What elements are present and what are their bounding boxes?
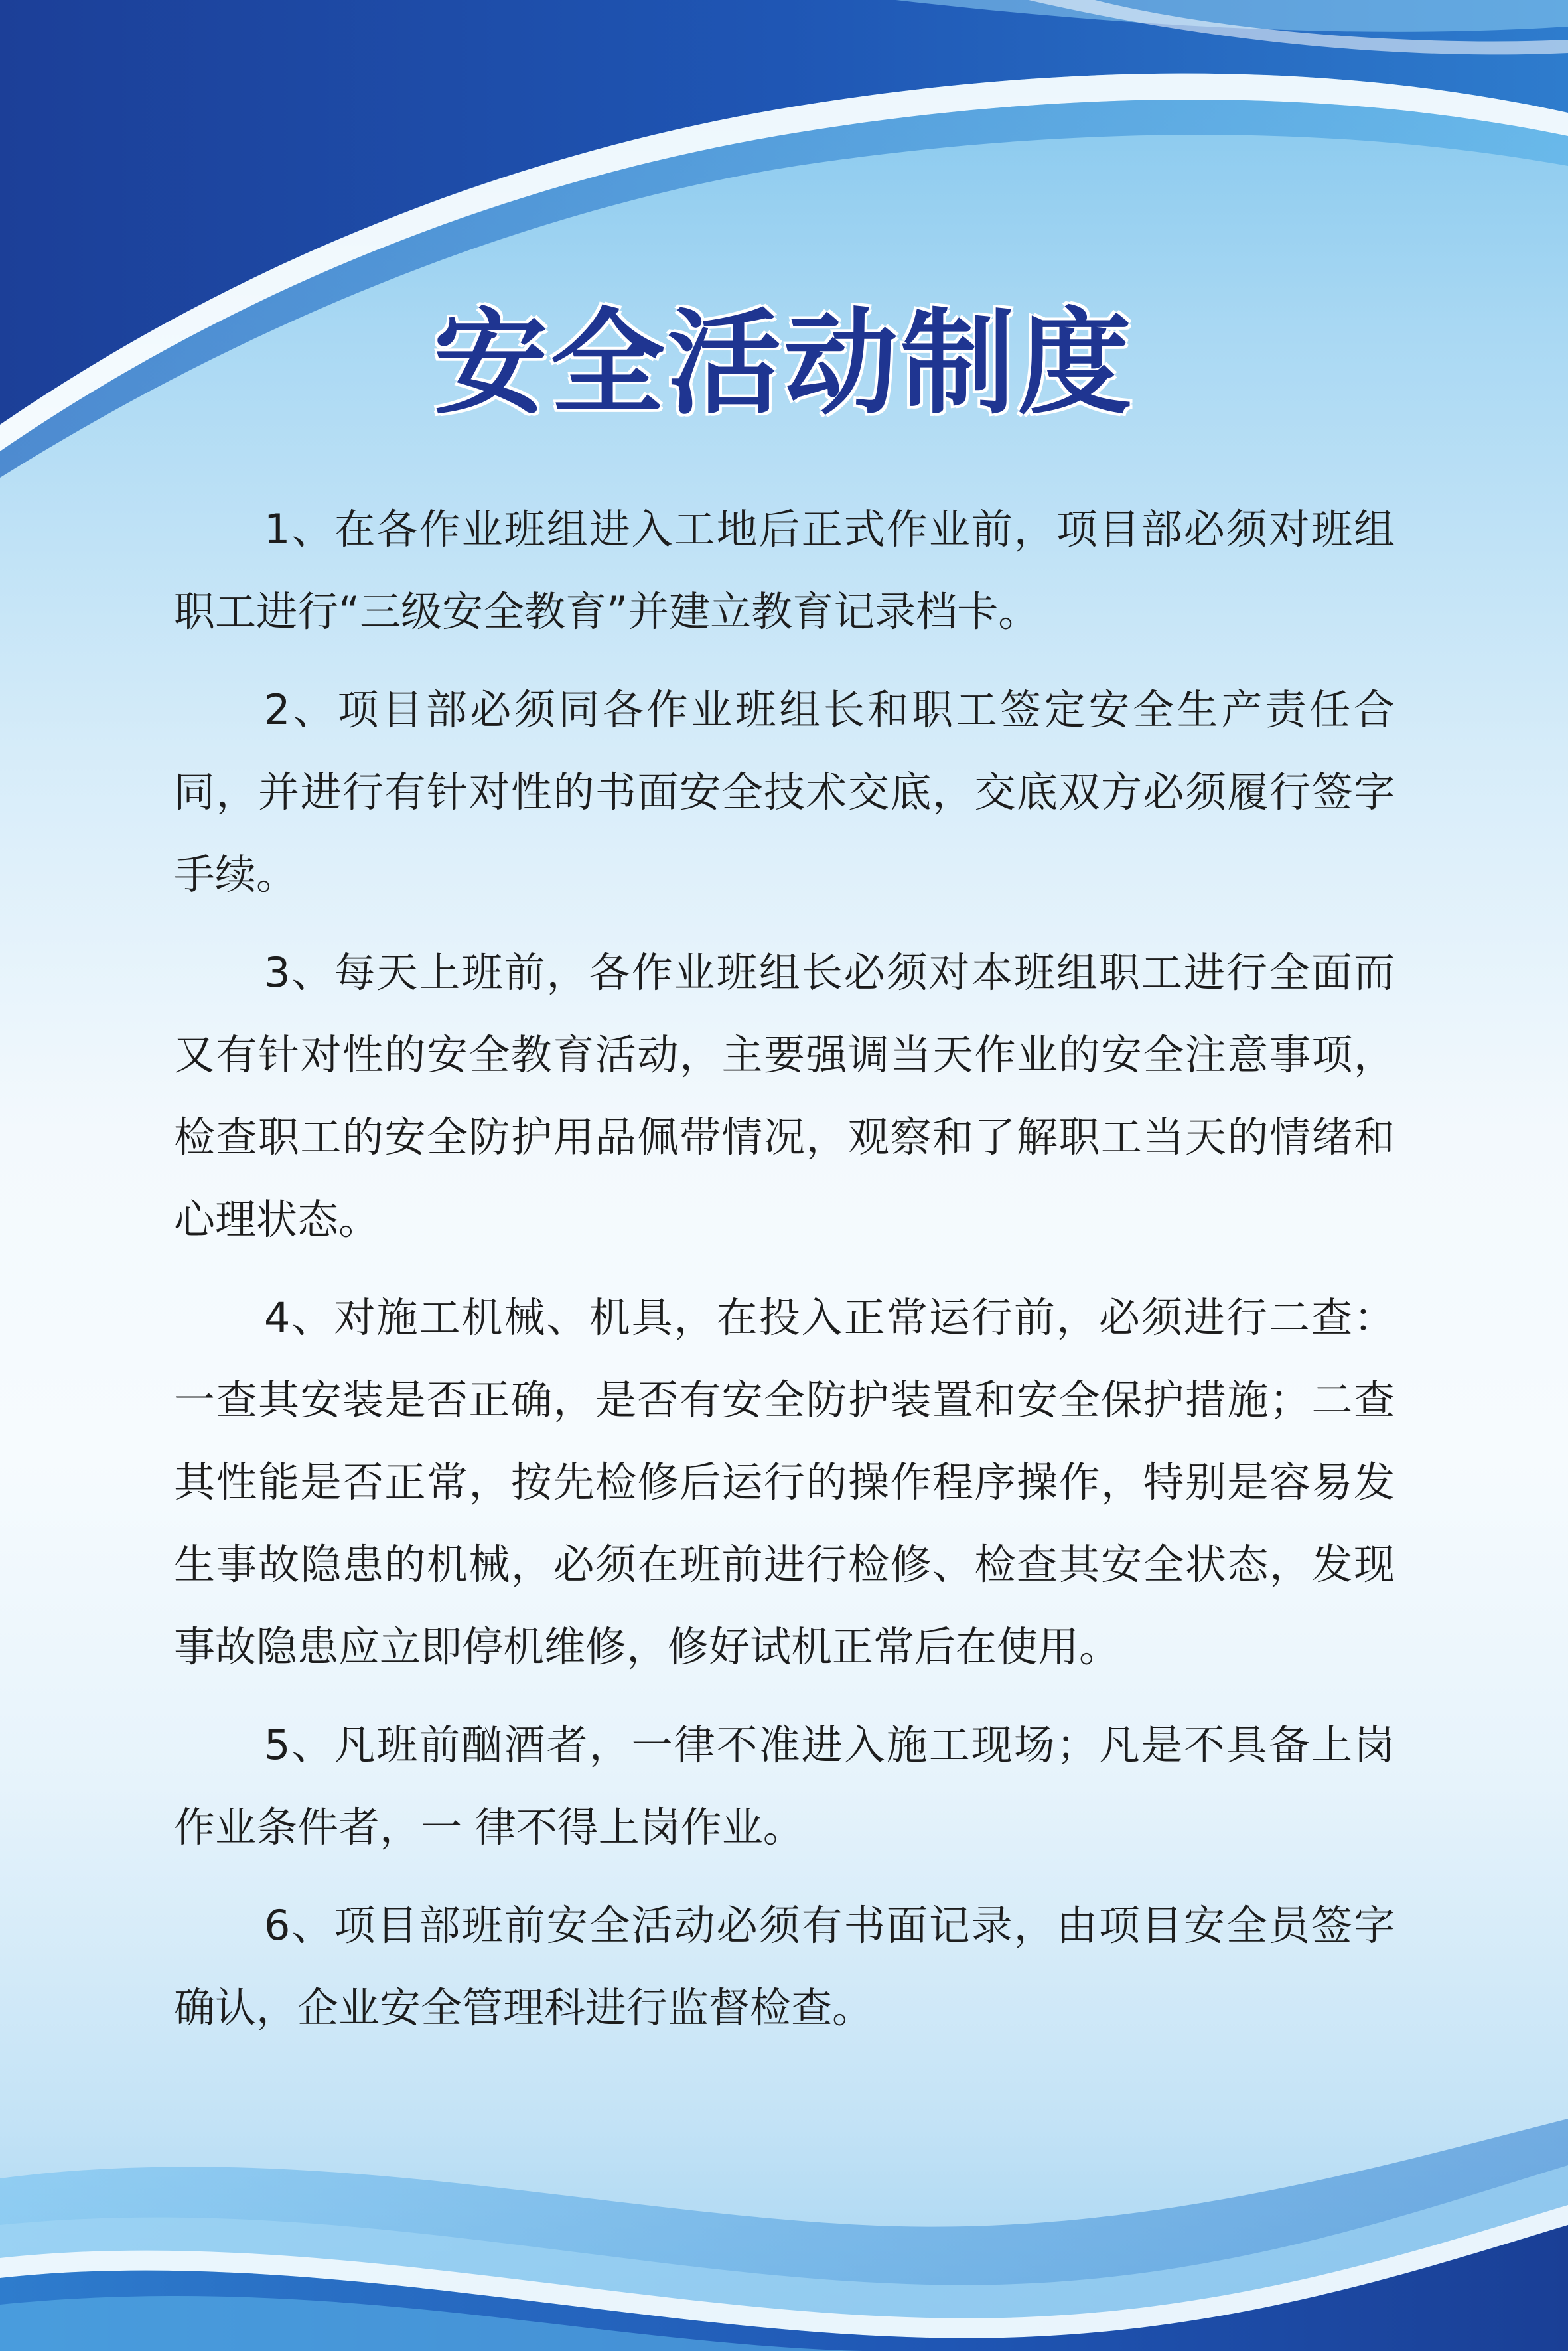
rules-body	[174, 488, 1395, 2065]
bottom-wave-decoration	[0, 2059, 1568, 2351]
rule-paragraph-4: 4、对施工机械、机具，在投入正常运行前，必须进行二查：一查其安装是否正确，是否有安全防护装置和安全保护措施；二查其性能是否正常，按先检修后运行的操作程序操作，特别是容易发生事故隐患的机械，必须在班前进行检修、检查其安全状态，发现事故隐患应立即停机维修，修好试机正常后在使用。	[174, 1293, 1395, 1671]
rule-paragraph-2: 2、项目部必须同各作业班组长和职工签定安全生产责任合同，并进行有针对性的书面安全技术交底，交底双方必须履行签字手续。	[174, 685, 1395, 898]
rule-paragraph-6: 6、项目部班前安全活动必须有书面记录，由项目安全员签字确认，企业安全管理科进行监督检查。	[174, 1901, 1395, 2032]
rule-paragraph-5: 5、凡班前酗酒者，一律不准进入施工现场；凡是不具备上岗作业条件者，一 律不得上岗作业。	[174, 1721, 1395, 1851]
rule-paragraph-1: 1、在各作业班组进入工地后正式作业前，项目部必须对班组职工进行“三级安全教育”并建立教育记录档卡。	[174, 505, 1395, 636]
rule-paragraph-3: 3、每天上班前，各作业班组长必须对本班组职工进行全面而又有针对性的安全教育活动，主要强调当天作业的安全注意事项，检查职工的安全防护用品佩带情况，观察和了解职工当天的情绪和心理状态。	[174, 948, 1395, 1244]
page-title: 安全活动制度	[433, 297, 1135, 430]
